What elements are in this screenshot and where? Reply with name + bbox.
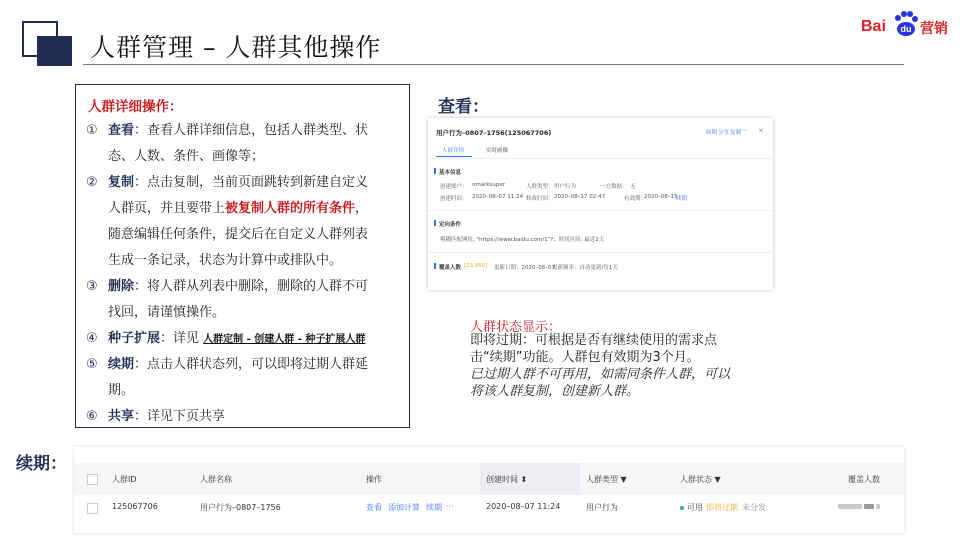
coverage-update-date: 更新日期：2020–08–07: [494, 265, 555, 271]
row-checkbox[interactable]: [87, 503, 98, 514]
item-copy-cont2: 随意编辑任何条件，提交后在自定义人群列表: [108, 227, 369, 242]
table-header: [74, 463, 904, 495]
coverage-redacted: [876, 504, 880, 509]
row-add-compute-button[interactable]: 添加计算: [388, 503, 420, 512]
info-renew-link[interactable]: 续期: [676, 196, 688, 202]
item-number: ③: [86, 279, 98, 294]
item-delete-cont: 找回，请谨慎操作。: [108, 305, 226, 320]
item-text: ：查看人群详细信息，包括人群类型、状: [134, 123, 369, 138]
logo-bai-text: Bai: [861, 18, 886, 35]
item-copy: [86, 170, 368, 196]
status-italic-text: 已过期人群不可再用，如需同条件人群，可以将该人群复制，创建新人群。: [470, 367, 731, 399]
section-divider: [428, 210, 773, 211]
info-label: 创建账户：: [440, 184, 468, 190]
detail-heading: 人群详细操作：: [88, 99, 183, 115]
item-renew: [86, 352, 368, 378]
item-view: [86, 118, 368, 144]
item-text: ：将人群从列表中删除，删除的人群不可: [134, 279, 369, 294]
row-status-expiring[interactable]: 即将过期: [706, 503, 738, 512]
info-label: 人群类型：: [526, 184, 554, 190]
logo-suffix: 营销: [920, 21, 948, 37]
info-value: 2020–08–07 11:24: [472, 194, 524, 200]
status-body-text: 即将过期：可根据是否有继续使用的需求点击“续期”功能。人群包有效期为3个月。: [470, 333, 718, 365]
item-share: [86, 404, 225, 430]
col-crowd-type[interactable]: 人群类型 ▼: [586, 475, 627, 484]
panel-title: 用户行为–0807–1756(125067706): [436, 129, 552, 137]
crowd-detail-panel: [428, 118, 773, 290]
item-keyword: 复制: [108, 175, 135, 190]
col-crowd-id: 人群ID: [112, 475, 137, 484]
row-crowd-type: 用户行为: [586, 503, 618, 512]
col-crowd-name: 人群名称: [200, 475, 232, 484]
targeting-label: 定向条件: [439, 222, 462, 228]
section-marker: [434, 168, 436, 174]
row-crowd-id: 125067706: [112, 502, 158, 511]
row-status-unshared: 未分发: [742, 503, 766, 512]
tab-crowd-detail[interactable]: 人群详情: [442, 148, 465, 154]
item-text: 人群页，并且要带上: [108, 201, 226, 216]
item-delete: [86, 274, 368, 300]
col-created-time[interactable]: 创建时间 ⬍: [486, 475, 528, 484]
info-label: 有效期：: [624, 196, 647, 202]
panel-share-button[interactable]: 分享: [718, 130, 730, 136]
active-tab-indicator: [436, 156, 472, 157]
section-divider: [428, 252, 773, 253]
crowd-list-table: [74, 447, 904, 533]
item-highlight: 被复制人群的所有条件: [225, 201, 356, 216]
item-text: ，: [355, 201, 369, 216]
section-marker: [434, 220, 436, 226]
tab-divider: [428, 158, 773, 159]
item-keyword: 共享: [108, 409, 135, 424]
col-coverage: 覆盖人数: [848, 475, 880, 484]
row-crowd-name: 用户行为–0807–1756: [200, 503, 281, 512]
page-title: 人群管理 – 人群其他操作: [90, 33, 382, 62]
view-label: 查看：: [438, 97, 489, 117]
item-number: ②: [86, 175, 98, 190]
status-title: 人群状态显示：: [470, 320, 562, 335]
item-view-cont: 态、人数、条件、画像等；: [108, 149, 265, 164]
select-all-checkbox[interactable]: [87, 474, 98, 485]
row-renew-button[interactable]: 续期: [426, 503, 442, 512]
seed-expand-link[interactable]: 人群定制 - 创建人群 - 种子扩展人群: [203, 334, 366, 345]
title-divider: [83, 64, 904, 65]
item-renew-cont: 期。: [108, 383, 135, 398]
basic-info-label: 基本信息: [439, 170, 462, 176]
info-label: 一方数据：: [600, 184, 628, 190]
logo-du-text: du: [900, 24, 912, 34]
row-more-button[interactable]: ···: [446, 502, 454, 511]
info-value: 2020–08–17 02:47: [554, 194, 606, 200]
baidu-marketing-logo: [858, 10, 948, 40]
col-actions: 操作: [366, 475, 382, 484]
item-seed-expand: [86, 326, 365, 353]
item-number: ④: [86, 331, 98, 346]
coverage-redacted: [864, 504, 874, 509]
item-text: ：详见: [160, 331, 204, 346]
status-body: [470, 332, 730, 400]
item-keyword: 续期: [108, 357, 135, 372]
paw-icon: [892, 10, 920, 38]
item-text: ：详见下页共享: [134, 409, 226, 424]
row-status: [680, 502, 703, 513]
item-copy-cont3: 生成一条记录，状态为计算中或排队中。: [108, 253, 343, 268]
info-label: 修改时间：: [526, 196, 554, 202]
item-number: ①: [86, 123, 98, 138]
info-value: 无: [630, 184, 636, 190]
status-available: 可用: [687, 503, 703, 512]
status-dot: [680, 506, 684, 510]
item-number: ⑥: [86, 409, 98, 424]
panel-renew-button[interactable]: 续期: [706, 130, 718, 136]
item-keyword: 删除: [108, 279, 135, 294]
info-value: 用户行为: [554, 184, 577, 190]
item-text: ：点击复制，当前页面跳转到新建自定义: [134, 175, 369, 190]
col-crowd-status[interactable]: 人群状态 ▼: [680, 475, 721, 484]
close-icon[interactable]: ✕: [758, 127, 764, 135]
section-marker: [434, 263, 436, 269]
panel-more-button[interactable]: ···: [742, 128, 748, 134]
row-view-button[interactable]: 查看: [366, 503, 382, 512]
item-text: ：点击人群状态列，可以即将过期人群延: [134, 357, 369, 372]
item-number: ⑤: [86, 357, 98, 372]
coverage-redacted: [838, 504, 862, 509]
info-value: omarksuper: [472, 182, 506, 188]
panel-copy-button[interactable]: 复制: [730, 130, 742, 136]
info-label: 创建时间：: [440, 196, 468, 202]
renew-label: 续期：: [16, 454, 67, 474]
item-copy-cont: [108, 196, 368, 222]
item-keyword: 查看: [108, 123, 135, 138]
item-keyword: 种子扩展: [108, 331, 161, 346]
coverage-label: 覆盖人数: [439, 265, 462, 271]
targeting-text: 模糊匹配网址, "https://www.baidu.com/1"?；时间区间: 最近2天: [440, 237, 605, 243]
title-decoration-fill: [37, 36, 72, 66]
tab-realtime-portrait[interactable]: 实时画像: [486, 148, 509, 154]
coverage-value: [23,456]: [464, 263, 488, 269]
info-value: 2020–08–15: [644, 194, 678, 200]
coverage-update-freq: 更新频率：自动更新/每1天: [552, 265, 618, 271]
row-created-time: 2020–08–07 11:24: [486, 502, 561, 511]
